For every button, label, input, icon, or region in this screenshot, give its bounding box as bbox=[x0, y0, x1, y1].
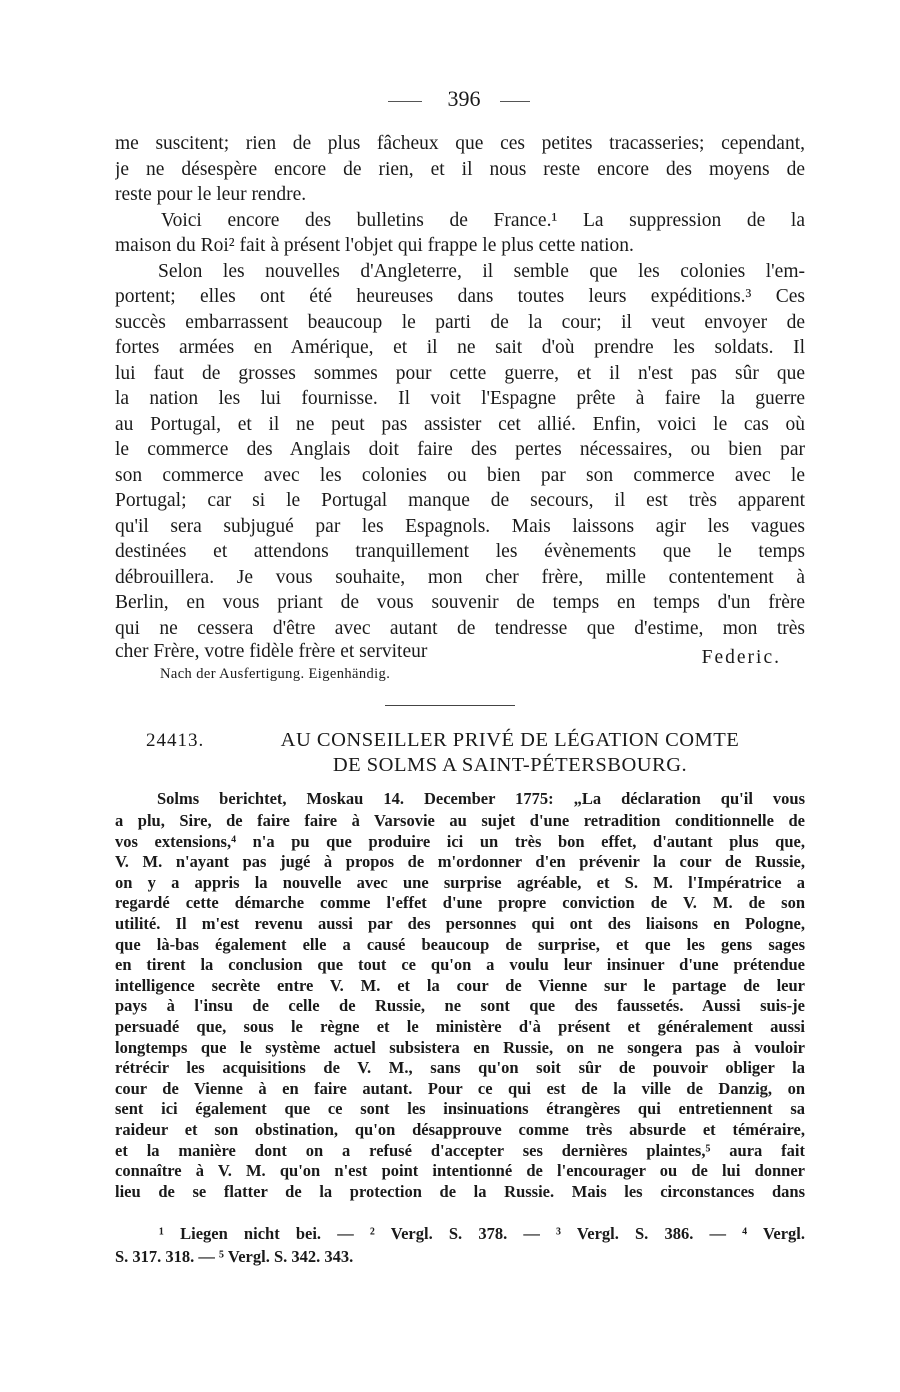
letter-closing: cher Frère, votre fidèle frère et serviteur bbox=[115, 641, 428, 662]
letter-line: qui ne cessera d'être avec autant de tendresse que d'estime, mon très bbox=[115, 617, 805, 639]
page-number: 396 bbox=[447, 86, 481, 111]
letter-line: succès embarrassent beaucoup le parti de la cour; il veut envoyer de bbox=[115, 311, 805, 333]
report-line: rétrécir les acquisitions de V. M., sans qu'on soit sûr de pouvoir obliger la bbox=[115, 1058, 805, 1078]
letter-line: fortes armées en Amérique, et il ne sait d'où prendre les soldats. Il bbox=[115, 337, 805, 358]
letter-line: le commerce des Anglais doit faire des pertes nécessaires, ou bien par bbox=[115, 439, 805, 460]
letter-line: maison du Roi² fait à présent l'objet qui frappe le plus cette nation. bbox=[115, 235, 634, 256]
header-rule-right bbox=[500, 101, 530, 102]
letter-line: la nation les lui fournisse. Il voit l'Espagne prête à faire la guerre bbox=[115, 388, 805, 409]
letter-line: débrouillera. Je vous souhaite, mon cher frère, mille contentement à bbox=[115, 566, 805, 588]
report-line: raideur et son obstination, qu'on désapprouve comme très absurde et téméraire, bbox=[115, 1119, 805, 1139]
report-body bbox=[115, 787, 805, 1202]
report-line: cour de Vienne à en faire autant. Pour ce qui est de la ville de Danzig, on bbox=[115, 1078, 805, 1098]
letter-line: au Portugal, et il ne peut pas assister cet allié. Enfin, voici le cas où bbox=[115, 413, 805, 435]
document-title-line-1: AU CONSEILLER PRIVÉ DE LÉGATION COMTE bbox=[280, 729, 740, 751]
report-line: Solms berichtet, Moskau 14. December 1775: „La déclaration qu'il vous bbox=[157, 789, 805, 808]
letter-line: qu'il sera subjugué par les Espagnols. Mais laissons agir les vagues bbox=[115, 515, 805, 537]
closing-row bbox=[115, 641, 805, 667]
report-line: pays à l'insu de celle de Russie, ne sont que des faussetés. Aussi suis-je bbox=[115, 996, 805, 1016]
report-line: longtemps que le système actuel subsistera en Russie, on ne songera pas à vouloir bbox=[115, 1037, 805, 1057]
report-line: intelligence secrète entre V. M. et la cour de Vienne sur le partage de leur bbox=[115, 975, 805, 995]
letter-line: son commerce avec les colonies ou bien par son commerce avec le bbox=[115, 464, 805, 486]
letter-body bbox=[115, 131, 805, 667]
report-line: a plu, Sire, de faire faire à Varsovie au sujet d'une retradition conditionnelle de bbox=[115, 811, 805, 830]
report-line: V. M. n'ayant pas jugé à propos de m'ordonner d'en prévenir la cour de Russie, bbox=[115, 852, 805, 872]
letter-line: Voici encore des bulletins de France.¹ La suppression de la bbox=[161, 209, 805, 231]
report-line: et la manière dont on a refusé d'accepter ses dernières plaintes,⁵ aura fait bbox=[115, 1140, 805, 1160]
report-line: lieu de se flatter de la protection de la Russie. Mais les circonstances dans bbox=[115, 1181, 805, 1201]
header-rule-left bbox=[388, 101, 422, 102]
footnote-line: ¹ Liegen nicht bei. — ² Vergl. S. 378. — ³ Vergl. S. 386. — ⁴ Vergl. bbox=[159, 1224, 805, 1243]
report-line: que là-bas également elle a causé beaucoup de surprise, et que les gens sages bbox=[115, 934, 805, 954]
report-line: regardé cette démarche comme l'effet d'une propre conviction de V. M. de son bbox=[115, 893, 805, 913]
report-line: connaître à V. M. qu'on n'est point intentionné de l'encourager ou de lui donner bbox=[115, 1161, 805, 1181]
letter-line: Berlin, en vous priant de vous souvenir de temps en temps d'un frère bbox=[115, 592, 805, 613]
footnote-line: S. 317. 318. — ⁵ Vergl. S. 342. 343. bbox=[115, 1247, 354, 1266]
letter-line: portent; elles ont été heureuses dans toutes leurs expéditions.³ Ces bbox=[115, 286, 805, 307]
letter-line: Selon les nouvelles d'Angleterre, il semble que les colonies l'em- bbox=[158, 260, 805, 282]
report-line: en tirent la conclusion que tout ce qu'on a voulu leur insinuer d'une prétendue bbox=[115, 955, 805, 975]
report-line: persuadé que, sous le règne et le ministère d'à présent et généralement aussi bbox=[115, 1016, 805, 1036]
section-divider bbox=[385, 705, 515, 706]
signature: Federic. bbox=[701, 647, 781, 668]
source-note: Nach der Ausfertigung. Eigenhändig. bbox=[160, 666, 391, 682]
report-line: vos extensions,⁴ n'a pu que produire ici un très bon effet, d'autant plus que, bbox=[115, 831, 805, 851]
report-line: on y a appris la nouvelle avec une surprise agréable, et S. M. l'Impératrice a bbox=[115, 872, 805, 892]
document-title-line-2: DE SOLMS A SAINT-PÉTERSBOURG. bbox=[332, 754, 688, 776]
footnotes bbox=[115, 1222, 805, 1268]
report-line: utilité. Il m'est revenu aussi par des personnes qui ont des liaisons en Pologne, bbox=[115, 913, 805, 933]
page-header bbox=[0, 86, 900, 116]
letter-line: Portugal; car si le Portugal manque de secours, il est très apparent bbox=[115, 490, 805, 511]
letter-line: lui faut de grosses sommes pour cette guerre, et il n'est pas sûr que bbox=[115, 362, 805, 384]
letter-line: je ne désespère encore de rien, et il nous reste encore des moyens de bbox=[115, 158, 805, 180]
letter-line: destinées et attendons tranquillement les évènements que le temps bbox=[115, 541, 805, 562]
letter-line: reste pour le leur rendre. bbox=[115, 184, 307, 205]
report-line: sent ici également que ce sont les insinuations étrangères qui entretiennent sa bbox=[115, 1099, 805, 1119]
document-number: 24413. bbox=[146, 730, 205, 751]
letter-line: me suscitent; rien de plus fâcheux que ces petites tracasseries; cependant, bbox=[115, 133, 805, 154]
